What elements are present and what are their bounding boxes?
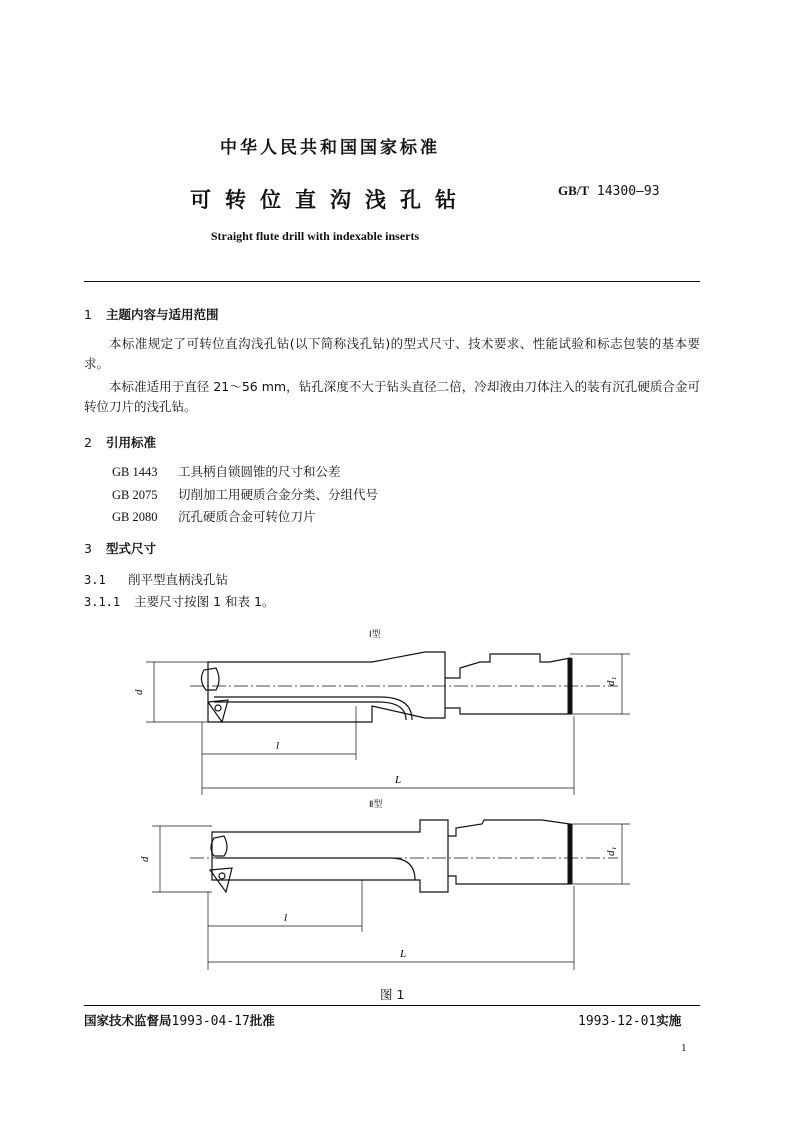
reference-item — [112, 507, 316, 525]
section-3-title: 型式尺寸 — [106, 541, 157, 556]
figure-type-1-label: Ⅰ型 — [369, 630, 381, 640]
dimension-d-type-1: d — [133, 689, 145, 695]
approval-org: 国家技术监督局 — [84, 1013, 172, 1028]
reference-item — [112, 485, 378, 503]
section-1-number: 1 — [84, 307, 92, 322]
implementation-line — [578, 1011, 681, 1029]
reference-name: 切削加工用硬质合金分类、分组代号 — [178, 487, 379, 502]
dimension-l-type-1: l — [276, 740, 280, 752]
implementation-suffix: 实施 — [656, 1013, 682, 1028]
section-1-title: 主题内容与适用范围 — [106, 307, 219, 322]
figure-caption: 图 1 — [380, 987, 405, 1002]
reference-item — [112, 462, 341, 480]
standard-prefix: GB/T — [558, 183, 590, 198]
reference-code: GB 2080 — [112, 510, 158, 524]
dimension-d-type-2: d — [139, 856, 151, 862]
section-1-heading — [84, 305, 219, 323]
dimension-L-type-1: L — [395, 774, 402, 786]
subsection-3-1-title: 削平型直柄浅孔钻 — [128, 572, 229, 587]
dimension-d1-type-2: d₁ — [605, 846, 617, 856]
dimension-l-type-2: l — [284, 912, 288, 924]
subsection-3-1-1-text: 主要尺寸按图 1 和表 1。 — [134, 594, 275, 609]
section-1-paragraph-2: 本标准适用于直径 21～56 mm，钻孔深度不大于钻头直径二倍，冷却液由刀体注入的装有沉孔硬质合金可转位刀片的浅孔钻。 — [84, 379, 700, 414]
reference-name: 沉孔硬质合金可转位刀片 — [178, 509, 316, 524]
subsection-3-1-1 — [84, 592, 274, 610]
section-2-title: 引用标准 — [106, 435, 157, 450]
standard-number — [558, 183, 660, 199]
reference-code: GB 2075 — [112, 488, 158, 502]
figure-type-2-label: Ⅱ型 — [369, 800, 383, 810]
dimension-L-type-2: L — [400, 948, 407, 960]
approval-line — [84, 1011, 275, 1029]
standard-title-cn: 可转位直沟浅孔钻 — [190, 188, 470, 212]
reference-name: 工具柄自锁圆锥的尺寸和公差 — [178, 464, 341, 479]
dimension-d1-type-1: d₁ — [605, 676, 617, 686]
dimension-lines-type-2 — [152, 824, 630, 970]
section-3-number: 3 — [84, 541, 92, 556]
subsection-3-1-number: 3.1 — [84, 573, 106, 587]
standard-title-en: Straight flute drill with indexable inserts — [210, 229, 420, 243]
section-2-number: 2 — [84, 435, 92, 450]
national-standard-heading: 中华人民共和国国家标准 — [220, 138, 440, 158]
drill-drawing — [130, 640, 650, 975]
section-1-paragraph-1: 本标准规定了可转位直沟浅孔钻(以下简称浅孔钻)的型式尺寸、技术要求、性能试验和标志包装的基本要求。 — [84, 336, 700, 371]
page-number: 1 — [681, 1042, 687, 1054]
approval-suffix: 批准 — [249, 1013, 275, 1028]
reference-code: GB 1443 — [112, 465, 158, 479]
standard-code: 14300—93 — [596, 184, 660, 199]
implementation-date: 1993-12-01 — [578, 1014, 657, 1029]
drill-type-1 — [190, 652, 618, 722]
section-3-heading — [84, 539, 156, 557]
section-2-heading — [84, 433, 156, 451]
approval-date: 1993-04-17 — [171, 1014, 250, 1029]
drill-type-2 — [190, 820, 618, 892]
subsection-3-1-1-number: 3.1.1 — [84, 595, 121, 609]
subsection-3-1 — [84, 570, 228, 588]
header-divider — [84, 281, 700, 282]
footer-divider — [84, 1005, 700, 1006]
